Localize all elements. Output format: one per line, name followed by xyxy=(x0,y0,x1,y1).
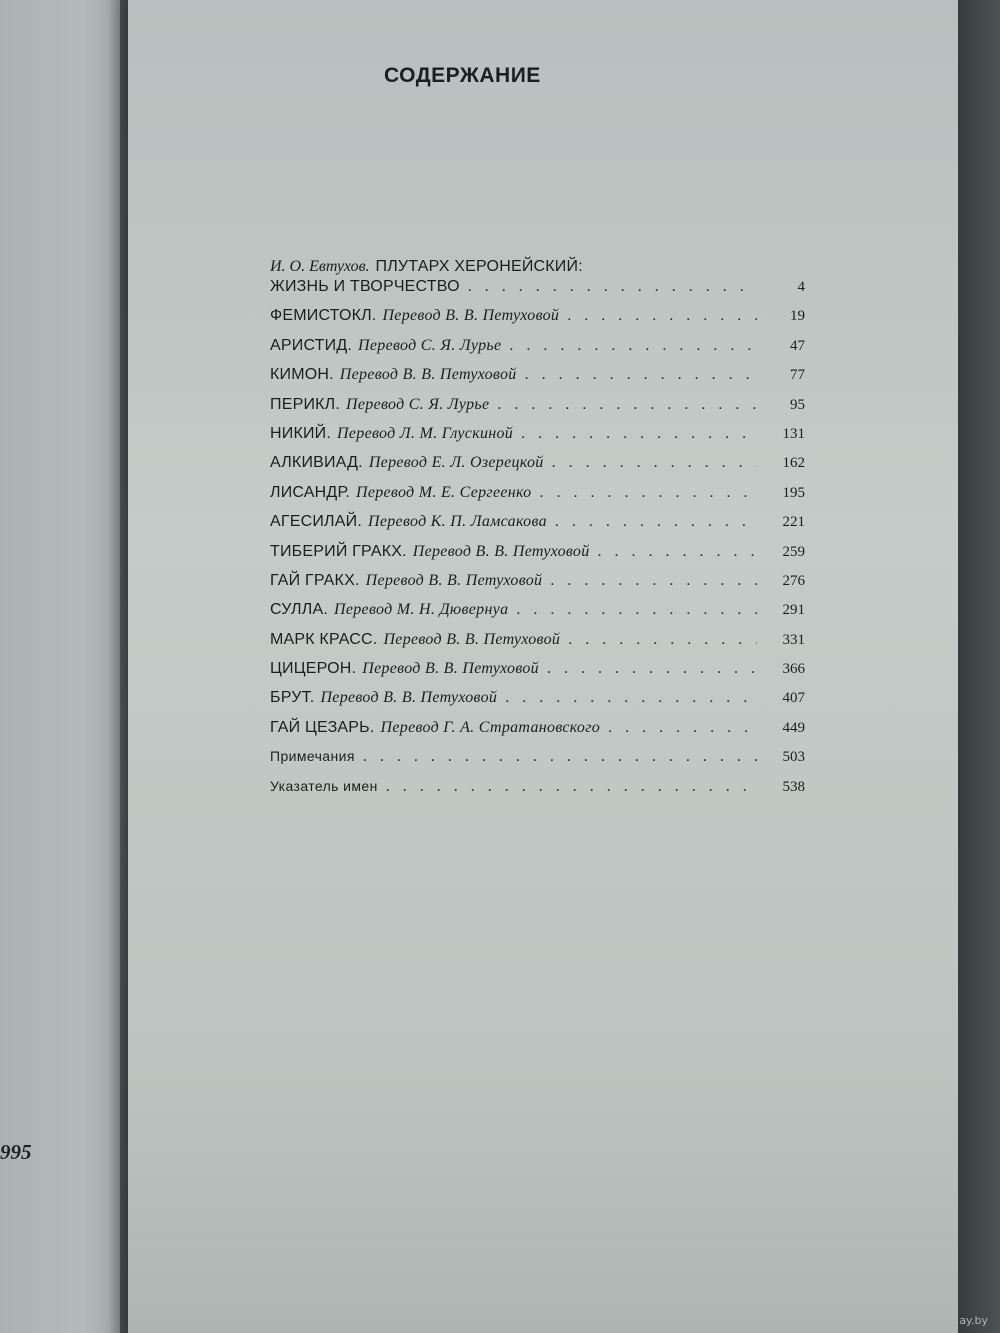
dot-leader xyxy=(598,543,757,561)
toc-entry-title: ПЕРИКЛ. xyxy=(270,395,341,413)
dot-leader xyxy=(497,396,757,414)
toc-entry-translator: Перевод Л. М. Глускиной xyxy=(337,424,514,442)
dot-leader xyxy=(521,425,757,443)
toc-entry-translator: Перевод Е. Л. Озерецкой xyxy=(368,454,544,472)
toc-entry-page: 4 xyxy=(797,279,805,295)
toc-entry xyxy=(270,572,805,601)
toc-entry-translator: Перевод В. В. Петуховой xyxy=(365,571,543,589)
page-edge-shadow xyxy=(958,0,1000,1333)
toc-entry-translator: Перевод Г. А. Стратановского xyxy=(380,718,601,736)
toc-entry-page: 331 xyxy=(782,631,805,648)
dot-leader xyxy=(468,278,757,296)
toc-entry-page: 407 xyxy=(782,690,805,707)
toc-entry-translator: Перевод М. Н. Дювернуа xyxy=(333,601,509,619)
toc-entry-introduction xyxy=(270,258,805,307)
toc-entry-page: 221 xyxy=(782,514,805,531)
toc-entry-translator: Перевод В. В. Петуховой xyxy=(320,689,498,707)
toc-entry-page: 162 xyxy=(782,455,805,472)
toc-entry-title: ЖИЗНЬ И ТВОРЧЕСТВО xyxy=(270,278,460,295)
toc-entry xyxy=(270,631,805,660)
toc-entry-page: 131 xyxy=(782,425,805,442)
toc-entry xyxy=(270,307,805,336)
toc-entry-page: 538 xyxy=(782,778,805,795)
left-page xyxy=(0,0,120,1333)
toc-entry-page: 291 xyxy=(782,602,805,619)
toc-entry-title: ТИБЕРИЙ ГРАКХ. xyxy=(270,542,407,560)
dot-leader xyxy=(505,689,757,707)
toc-entry xyxy=(270,337,805,366)
toc-entry-page: 276 xyxy=(782,572,805,589)
toc-entry-page: 95 xyxy=(790,396,805,413)
toc-entry-title: МАРК КРАСС. xyxy=(270,630,378,648)
toc-entry xyxy=(270,543,805,572)
toc-entry-translator: Перевод С. Я. Лурье xyxy=(346,395,490,413)
toc-entry-title: СУЛЛА. xyxy=(270,601,328,619)
dot-leader xyxy=(386,778,757,796)
watermark: www.ay.by xyxy=(929,1314,988,1327)
dot-leader xyxy=(525,366,757,384)
left-page-number-fragment: 995 xyxy=(0,1140,32,1164)
dot-leader xyxy=(547,660,757,678)
toc-entry-title: ГАЙ ГРАКХ. xyxy=(270,571,360,589)
toc-entry xyxy=(270,513,805,542)
toc-entry-title: АЛКИВИАД. xyxy=(270,454,363,472)
toc-entry xyxy=(270,484,805,513)
dot-leader xyxy=(552,454,757,472)
toc-entry-page: 77 xyxy=(790,367,805,384)
toc-entry xyxy=(270,719,805,748)
toc-entry xyxy=(270,396,805,425)
toc-entry-title: ФЕМИСТОКЛ. xyxy=(270,307,377,325)
toc-entry-page: 449 xyxy=(782,719,805,736)
dot-leader xyxy=(608,719,757,737)
toc-entry xyxy=(270,425,805,454)
toc-entry xyxy=(270,660,805,689)
dot-leader xyxy=(550,572,757,590)
toc-entry-page: 503 xyxy=(782,749,805,766)
toc-entry-translator: Перевод В. В. Петуховой xyxy=(412,542,590,560)
toc-entry-title: ЦИЦЕРОН. xyxy=(270,660,357,678)
dot-leader xyxy=(363,748,757,766)
toc-entry xyxy=(270,748,805,777)
dot-leader xyxy=(509,337,757,355)
dot-leader xyxy=(555,513,757,531)
toc-entry xyxy=(270,454,805,483)
toc-entry-translator: Перевод В. В. Петуховой xyxy=(362,660,539,678)
toc-entry-page: 366 xyxy=(782,661,805,678)
dot-leader xyxy=(540,484,758,502)
toc-entry-title: Указатель имен xyxy=(270,777,378,794)
toc-entries xyxy=(270,307,805,748)
toc-entry-translator: Перевод В. В. Петуховой xyxy=(382,307,560,325)
toc-entry-page: 47 xyxy=(790,337,805,354)
toc-entry-title: КИМОН. xyxy=(270,366,334,384)
dot-leader xyxy=(516,601,757,619)
toc-entry-translator: Перевод В. В. Петуховой xyxy=(339,366,517,384)
toc-entry xyxy=(270,366,805,395)
toc-entry-translator: Перевод М. Е. Сергеенко xyxy=(355,483,532,501)
toc-entry-title: Примечания xyxy=(270,748,355,765)
toc-entry-line xyxy=(270,278,805,307)
toc-entry-title: БРУТ. xyxy=(270,689,315,707)
toc-entry-page: 259 xyxy=(782,543,805,560)
toc-entry-title: ПЛУТАРХ ХЕРОНЕЙСКИЙ: xyxy=(375,258,583,275)
toc-entry-page: 195 xyxy=(782,484,805,501)
toc-aux-entries xyxy=(270,748,805,807)
toc-entry xyxy=(270,689,805,718)
toc-entry-translator: Перевод В. В. Петуховой xyxy=(383,630,561,648)
toc-entry-translator: Перевод К. П. Ламсакова xyxy=(367,513,547,531)
toc-entry xyxy=(270,778,805,807)
toc-entry-title: ГАЙ ЦЕЗАРЬ. xyxy=(270,718,375,736)
toc-entry-page: 19 xyxy=(790,308,805,325)
toc-entry-translator: Перевод С. Я. Лурье xyxy=(358,336,502,354)
toc-entry xyxy=(270,601,805,630)
table-of-contents xyxy=(270,258,805,807)
toc-entry-author: И. О. Евтухов. xyxy=(270,258,370,275)
contents-heading: СОДЕРЖАНИЕ xyxy=(384,64,541,87)
dot-leader xyxy=(567,307,757,325)
toc-entry-title: ЛИСАНДР. xyxy=(270,483,350,501)
toc-entry-title: НИКИЙ. xyxy=(270,424,332,442)
toc-entry-title: АГЕСИЛАЙ. xyxy=(270,513,362,531)
dot-leader xyxy=(568,631,757,649)
toc-entry-line xyxy=(270,258,805,278)
toc-entry-title: АРИСТИД. xyxy=(270,336,353,354)
